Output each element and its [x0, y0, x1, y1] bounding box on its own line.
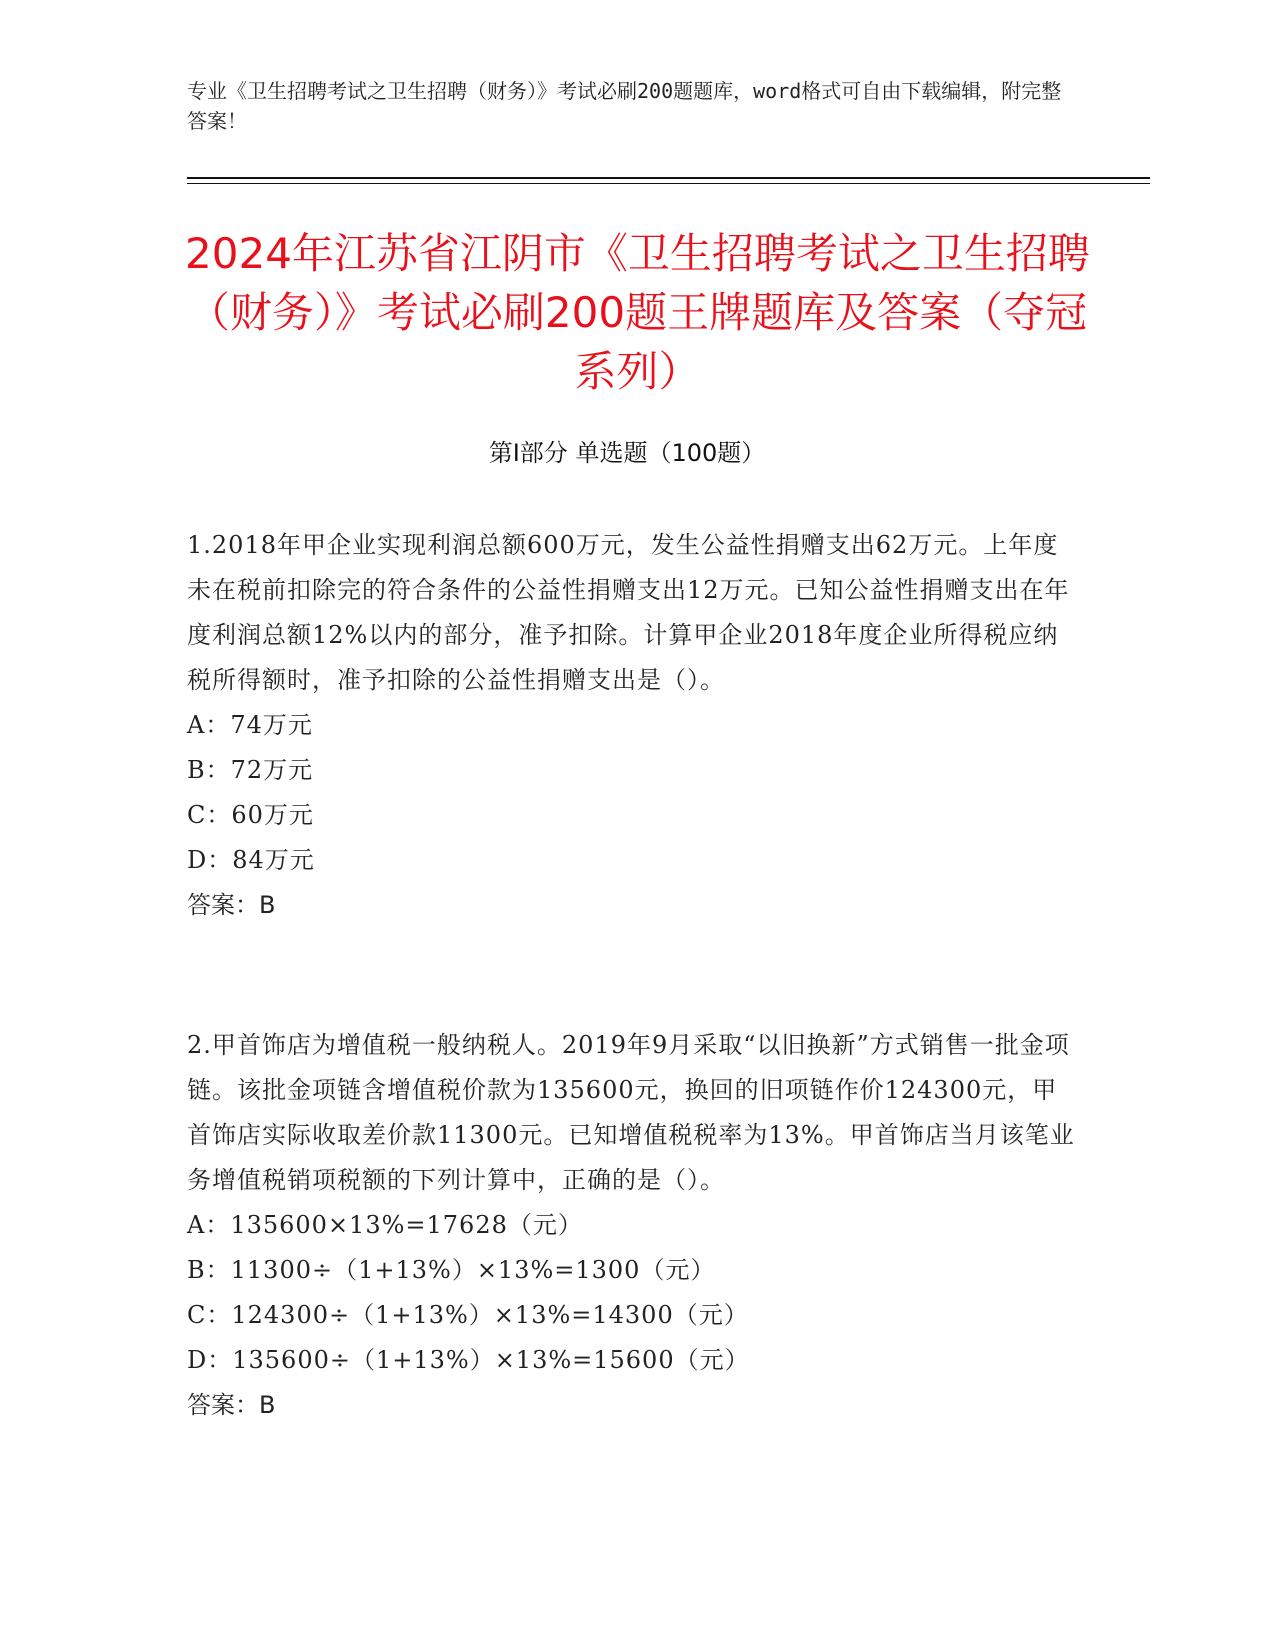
question-stem: 1.2018年甲企业实现利润总额600万元，发生公益性捐赠支出62万元。上年度未在税前扣除完的符合条件的公益性捐赠支出12万元。已知公益性捐赠支出在年度利润总额12%以内的部分，准予扣除。计算甲企业2018年度企业所得税应纳税所得额时，准予扣除的公益性捐赠支出是（）。	[187, 531, 1070, 694]
option-b: B：72万元	[187, 756, 314, 784]
option-c: C：60万元	[187, 801, 314, 829]
question-1	[187, 523, 1082, 928]
header-note: 专业《卫生招聘考试之卫生招聘（财务）》考试必刷200题题库，word格式可自由下载编辑，附完整答案！	[187, 79, 1062, 133]
document-title: 2024年江苏省江阴市《卫生招聘考试之卫生招聘（财务）》考试必刷200题王牌题库及答案（夺冠系列）	[185, 229, 1090, 396]
header-divider-thick	[187, 177, 1150, 179]
question-2	[187, 1023, 1082, 1428]
option-c: C：124300÷（1+13%）×13%=14300（元）	[187, 1301, 749, 1329]
option-a: A：135600×13%=17628（元）	[187, 1211, 583, 1239]
answer-label: 答案：B	[187, 891, 276, 919]
question-stem: 2.甲首饰店为增值税一般纳税人。2019年9月采取“以旧换新”方式销售一批金项链。该批金项链含增值税价款为135600元，换回的旧项链作价124300元，甲首饰店实际收取差价款11300元。已知增值税税率为13%。甲首饰店当月该笔业务增值税销项税额的下列计算中，正确的是（）。	[187, 1031, 1075, 1194]
option-a: A：74万元	[187, 711, 313, 739]
answer-label: 答案：B	[187, 1391, 276, 1419]
option-d: D：84万元	[187, 846, 315, 874]
option-b: B：11300÷（1+13%）×13%=1300（元）	[187, 1256, 716, 1284]
section-title: 第I部分 单选题（100题）	[488, 439, 766, 467]
header-divider-thin	[187, 183, 1150, 184]
option-d: D：135600÷（1+13%）×13%=15600（元）	[187, 1346, 750, 1374]
